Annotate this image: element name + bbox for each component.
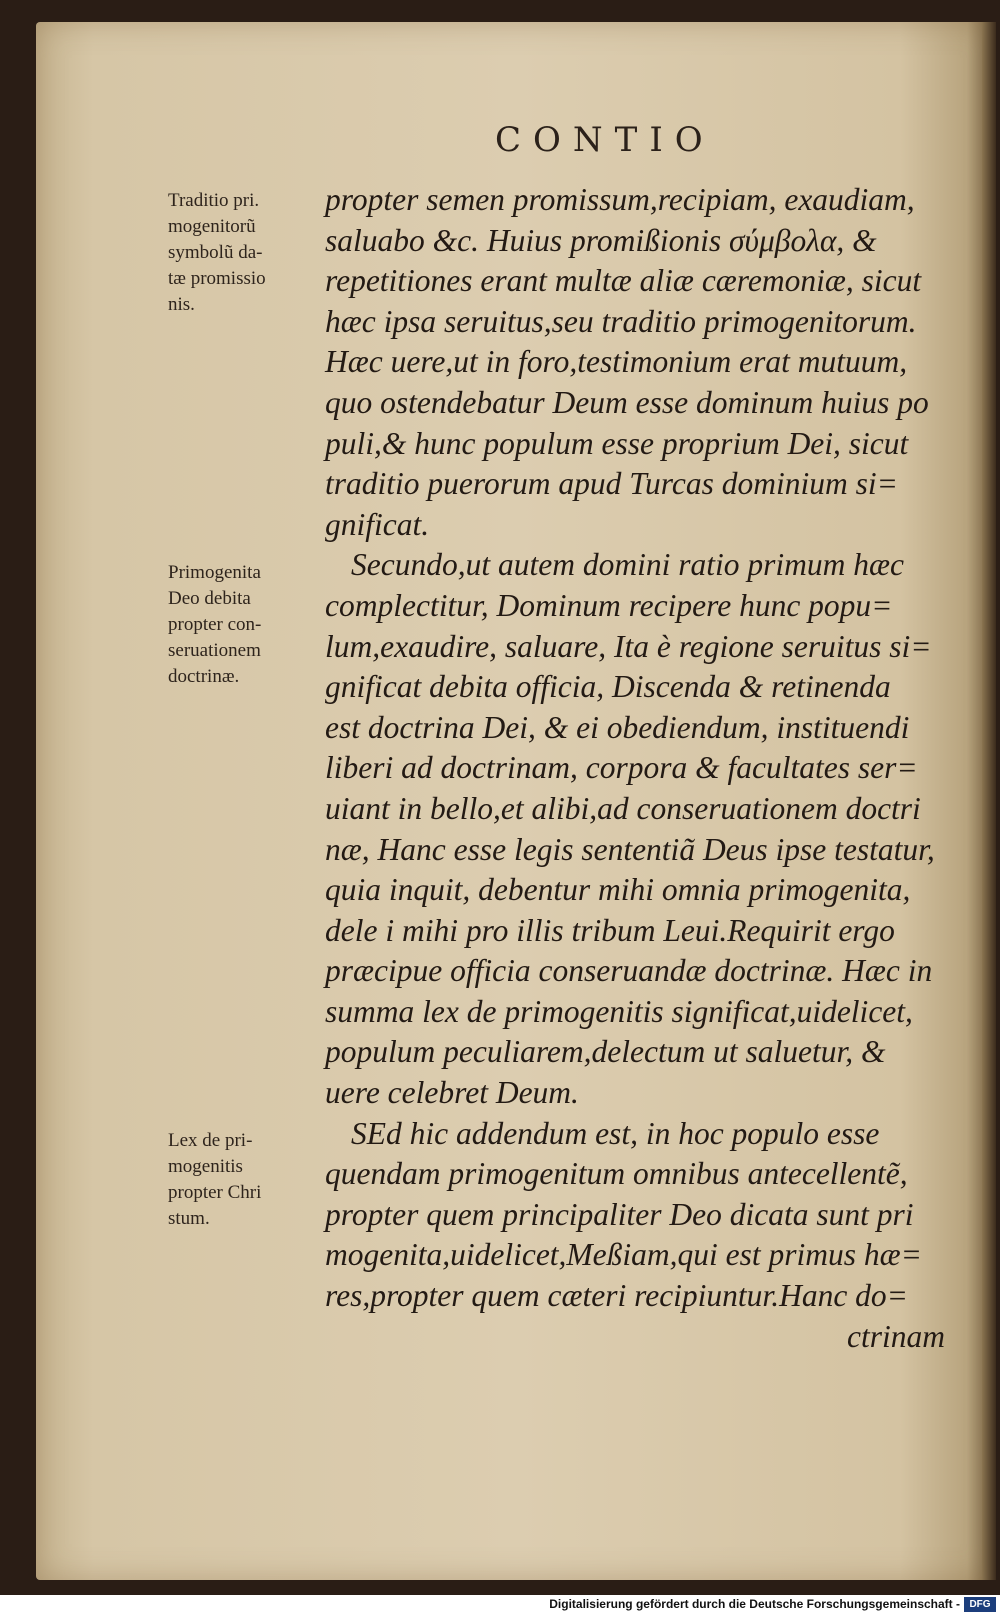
body-line: summa lex de primogenitis significat,uidelicet, [325,993,913,1029]
marginal-note-line: doctrinæ. [168,666,240,687]
marginal-note-line: propter con- [168,614,262,635]
marginal-note-line: mogenitorũ [168,216,256,237]
marginal-note-line: tæ promissio [168,268,266,289]
marginal-note [168,1128,328,1232]
body-line: uiant in bello,et alibi,ad conseruationem doctri [325,790,921,826]
marginal-note [168,188,328,318]
marginal-note-line: stum. [168,1208,210,1229]
catchword: ctrinam [847,1318,945,1354]
body-line: lum,exaudire, saluare, Ita è regione seruitus si= [325,628,932,664]
body-line: Hæc uere,ut in foro,testimonium erat mutuum, [325,344,908,380]
marginal-note-line: mogenitis [168,1156,243,1177]
page-edge [982,22,996,1580]
body-line: propter semen promissum,recipiam, exaudiam, [325,182,915,217]
marginal-note-line: seruationem [168,640,261,661]
dfg-logo: DFG [964,1597,996,1612]
marginal-note-line: symbolũ da- [168,242,263,263]
body-line: puli,& hunc populum esse proprium Dei, sicut [325,425,909,461]
marginal-note-line: Primogenita [168,562,261,583]
marginal-note-line: Lex de pri- [168,1130,253,1151]
body-line: est doctrina Dei, & ei obediendum, instituendi [325,709,910,745]
running-head: CONTIO [495,120,715,160]
marginal-note-line: Traditio pri. [168,190,260,211]
marginal-note [168,560,328,690]
body-line: traditio puerorum apud Turcas dominium si= [325,466,898,502]
body-line: populum peculiarem,delectum ut saluetur, & [325,1034,886,1070]
body-line: dele i mihi pro illis tribum Leui.Requirit ergo [325,912,895,948]
body-line: uere celebret Deum. [325,1075,579,1111]
body-line: quendam primogenitum omnibus antecellentẽ, [325,1156,908,1192]
body-line: SEd hic addendum est, in hoc populo esse [351,1115,880,1151]
body-line: næ, Hanc esse legis sententiã Deus ipse testatur, [325,831,935,867]
funding-credit: Digitalisierung gefördert durch die Deutsche Forschungsgemeinschaft - [549,1597,960,1611]
body-line: complectitur, Dominum recipere hunc popu= [325,587,893,623]
body-line: mogenita,uidelicet,Meßiam,qui est primus hæ= [325,1237,922,1273]
body-line: liberi ad doctrinam, corpora & facultates ser= [325,750,918,786]
body-line: gnificat debita officia, Discenda & retinenda [325,669,891,705]
marginal-note-line: nis. [168,294,195,315]
body-line: quia inquit, debentur mihi omnia primogenita, [325,872,911,908]
digitization-footer [0,1595,1000,1615]
marginal-note-line: Deo debita [168,588,251,609]
body-line: propter quem principaliter Deo dicata sunt pri [325,1196,914,1232]
body-line: quo ostendebatur Deum esse dominum huius po [325,384,929,420]
body-line: res,propter quem cæteri recipiuntur.Hanc do= [325,1278,908,1314]
body-line: gnificat. [325,506,430,542]
body-line: præcipue officia conseruandæ doctrinæ. Hæc in [325,953,933,989]
body-line: repetitiones erant multæ aliæ cæremoniæ, sicut [325,263,922,299]
marginal-note-line: propter Chri [168,1182,262,1203]
body-line: saluabo &c. Huius promißionis σύμβολα, & [325,222,877,258]
body-text [325,180,945,1357]
body-line: Secundo,ut autem domini ratio primum hæc [351,547,904,583]
body-line: hæc ipsa seruitus,seu traditio primogenitorum. [325,303,917,339]
